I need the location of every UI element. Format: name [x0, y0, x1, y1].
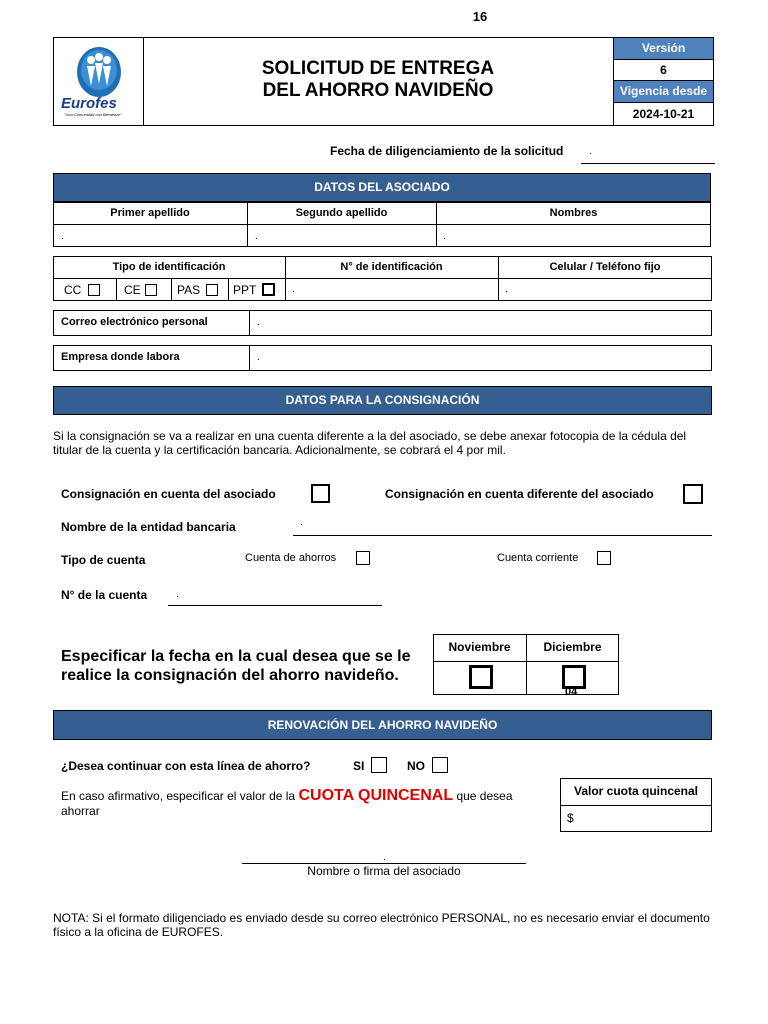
opcion-diferente-label: Consignación en cuenta diferente del asociado — [385, 487, 654, 501]
mes-diciembre-label: Diciembre — [543, 640, 602, 654]
page-number: 16 — [472, 9, 488, 24]
no-label: NO — [407, 759, 425, 773]
opcion-asociado-label: Consignación en cuenta del asociado — [61, 487, 276, 501]
num-id-field[interactable]: . — [292, 284, 295, 295]
num-cuenta-line — [168, 605, 382, 606]
correo-field[interactable]: . — [257, 317, 260, 328]
fecha-value[interactable]: . — [589, 146, 592, 157]
tipo-cc-label: CC — [64, 283, 82, 297]
form-title-line2: DEL AHORRO NAVIDEÑO — [262, 80, 494, 101]
form-title-line1: SOLICITUD DE ENTREGA — [261, 58, 495, 79]
section-renovacion: RENOVACIÓN DEL AHORRO NAVIDEÑO — [53, 710, 712, 740]
empresa-label: Empresa donde labora — [61, 351, 180, 363]
version-value: 6 — [660, 63, 667, 77]
cuenta-ahorros-label: Cuenta de ahorros — [245, 552, 337, 564]
tipo-ce-label: CE — [124, 283, 141, 297]
version-label: Versión — [614, 38, 713, 59]
cuenta-corriente-label: Cuenta corriente — [497, 552, 579, 564]
col-celular: Celular / Teléfono fijo — [549, 261, 661, 273]
num-cuenta-field[interactable]: . — [176, 589, 179, 600]
section-datos-asociado: DATOS DEL ASOCIADO — [53, 173, 711, 202]
num-cuenta-label: N° de la cuenta — [61, 588, 148, 602]
logo-tagline: "Una Comunidad con Bienestar" — [64, 112, 122, 117]
tipo-ppt-label: PPT — [233, 283, 257, 297]
fecha-consignacion-prompt: Especificar la fecha en la cual desea que se le realice la consignación del ahorro navideño. — [61, 648, 411, 684]
cuota-quincenal-highlight: CUOTA QUINCENAL — [298, 787, 454, 804]
celular-field[interactable]: . — [505, 284, 508, 295]
entidad-field[interactable]: . — [300, 517, 303, 528]
opcion-diferente-checkbox[interactable] — [683, 484, 703, 504]
tipo-pas-checkbox[interactable] — [206, 284, 218, 296]
tipo-pas-label: PAS — [177, 283, 201, 297]
correo-label: Correo electrónico personal — [61, 316, 208, 328]
valor-cuota-label: Valor cuota quincenal — [573, 784, 699, 798]
col-nombres: Nombres — [549, 207, 598, 219]
mes-noviembre-checkbox[interactable] — [469, 665, 493, 689]
nota: NOTA: Si el formato diligenciado es enviado desde su correo electrónico PERSONAL, no es necesario enviar el documento físico a la oficina de EUROFES. — [53, 911, 710, 939]
logo-text: Eurofes — [61, 95, 117, 112]
si-label: SI — [353, 759, 365, 773]
afirmativo-text — [61, 788, 546, 819]
form-title — [143, 58, 613, 102]
col-segundo-apellido: Segundo apellido — [295, 207, 388, 219]
vigencia-value: 2024-10-21 — [632, 107, 695, 121]
mes-noviembre-label: Noviembre — [448, 640, 511, 654]
afirmativo-pre: En caso afirmativo, especificar el valor de la — [61, 789, 296, 803]
consignacion-note: Si la consignación se va a realizar en una cuenta diferente a la del asociado, se debe anexar fotocopia de la cédula del titular de la cuenta y la certificación bancaria. Adicionalmente, se cobrará el 4 por mil. — [53, 429, 687, 457]
entidad-line — [293, 535, 712, 536]
segundo-apellido-field[interactable]: . — [255, 231, 258, 242]
nombres-field[interactable]: . — [443, 231, 446, 242]
cuenta-corriente-checkbox[interactable] — [597, 551, 611, 565]
renovacion-pregunta: ¿Desea continuar con esta línea de ahorro? — [61, 759, 311, 773]
empresa-field[interactable]: . — [257, 352, 260, 363]
fecha-label: Fecha de diligenciamiento de la solicitud — [330, 144, 564, 158]
opcion-asociado-checkbox[interactable] — [311, 484, 330, 503]
mes-diciembre-mark: 04 — [565, 686, 578, 698]
fecha-line — [581, 163, 715, 164]
si-checkbox[interactable] — [371, 757, 387, 773]
afirmativo-post: que desea ahorrar — [61, 789, 513, 818]
col-num-id: N° de identificación — [340, 261, 443, 273]
section-datos-consignacion: DATOS PARA LA CONSIGNACIÓN — [53, 386, 712, 415]
col-primer-apellido: Primer apellido — [110, 207, 190, 219]
firma-label: Nombre o firma del asociado — [307, 864, 461, 878]
tipo-cc-checkbox[interactable] — [88, 284, 100, 296]
no-checkbox[interactable] — [432, 757, 448, 773]
col-tipo-id: Tipo de identificación — [112, 261, 226, 273]
tipo-ce-checkbox[interactable] — [145, 284, 157, 296]
vigencia-label: Vigencia desde — [614, 81, 713, 102]
tipo-cuenta-label: Tipo de cuenta — [61, 553, 146, 567]
entidad-label: Nombre de la entidad bancaria — [61, 520, 236, 534]
tipo-ppt-checkbox[interactable] — [262, 283, 275, 296]
valor-cuota-field[interactable]: $ — [567, 811, 574, 825]
firma-field[interactable]: . — [383, 852, 386, 863]
cuenta-ahorros-checkbox[interactable] — [356, 551, 370, 565]
primer-apellido-field[interactable]: . — [61, 231, 64, 242]
